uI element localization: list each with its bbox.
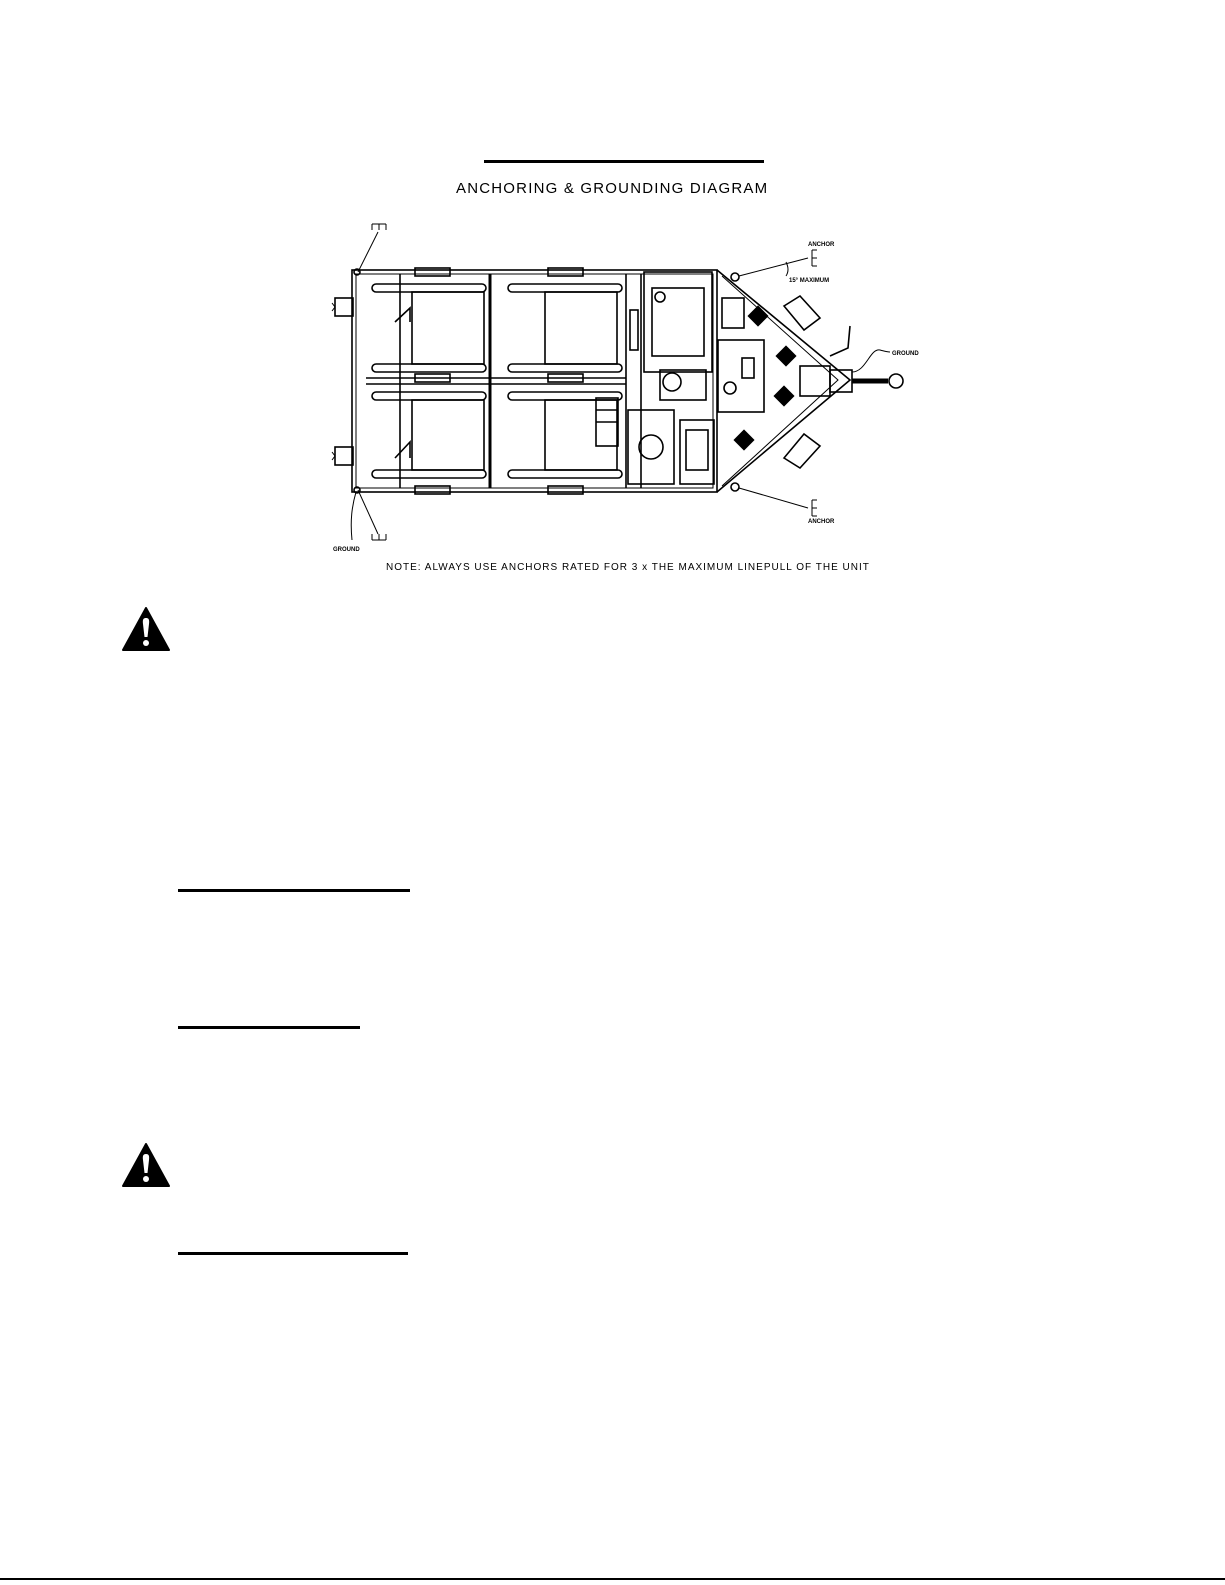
anchor-label-bottom: ANCHOR [808, 519, 835, 525]
anchor-label-top: ANCHOR [808, 242, 835, 248]
section-underline [178, 1026, 360, 1029]
diagram-title: ANCHORING & GROUNDING DIAGRAM [456, 180, 769, 197]
angle-label: 15° MAXIMUM [789, 278, 830, 284]
section-underline [178, 889, 410, 892]
ground-label-left: GROUND [333, 547, 360, 553]
page-bottom-rule [0, 1578, 1225, 1580]
trailer-diagram [320, 215, 930, 560]
title-underline [484, 160, 764, 163]
diagram-note: NOTE: ALWAYS USE ANCHORS RATED FOR 3 x THE MAXIMUM LINEPULL OF THE UNIT [386, 562, 870, 573]
warning-icon [121, 606, 171, 652]
ground-label-right: GROUND [892, 351, 919, 357]
warning-icon [121, 1142, 171, 1188]
section-underline [178, 1252, 408, 1255]
